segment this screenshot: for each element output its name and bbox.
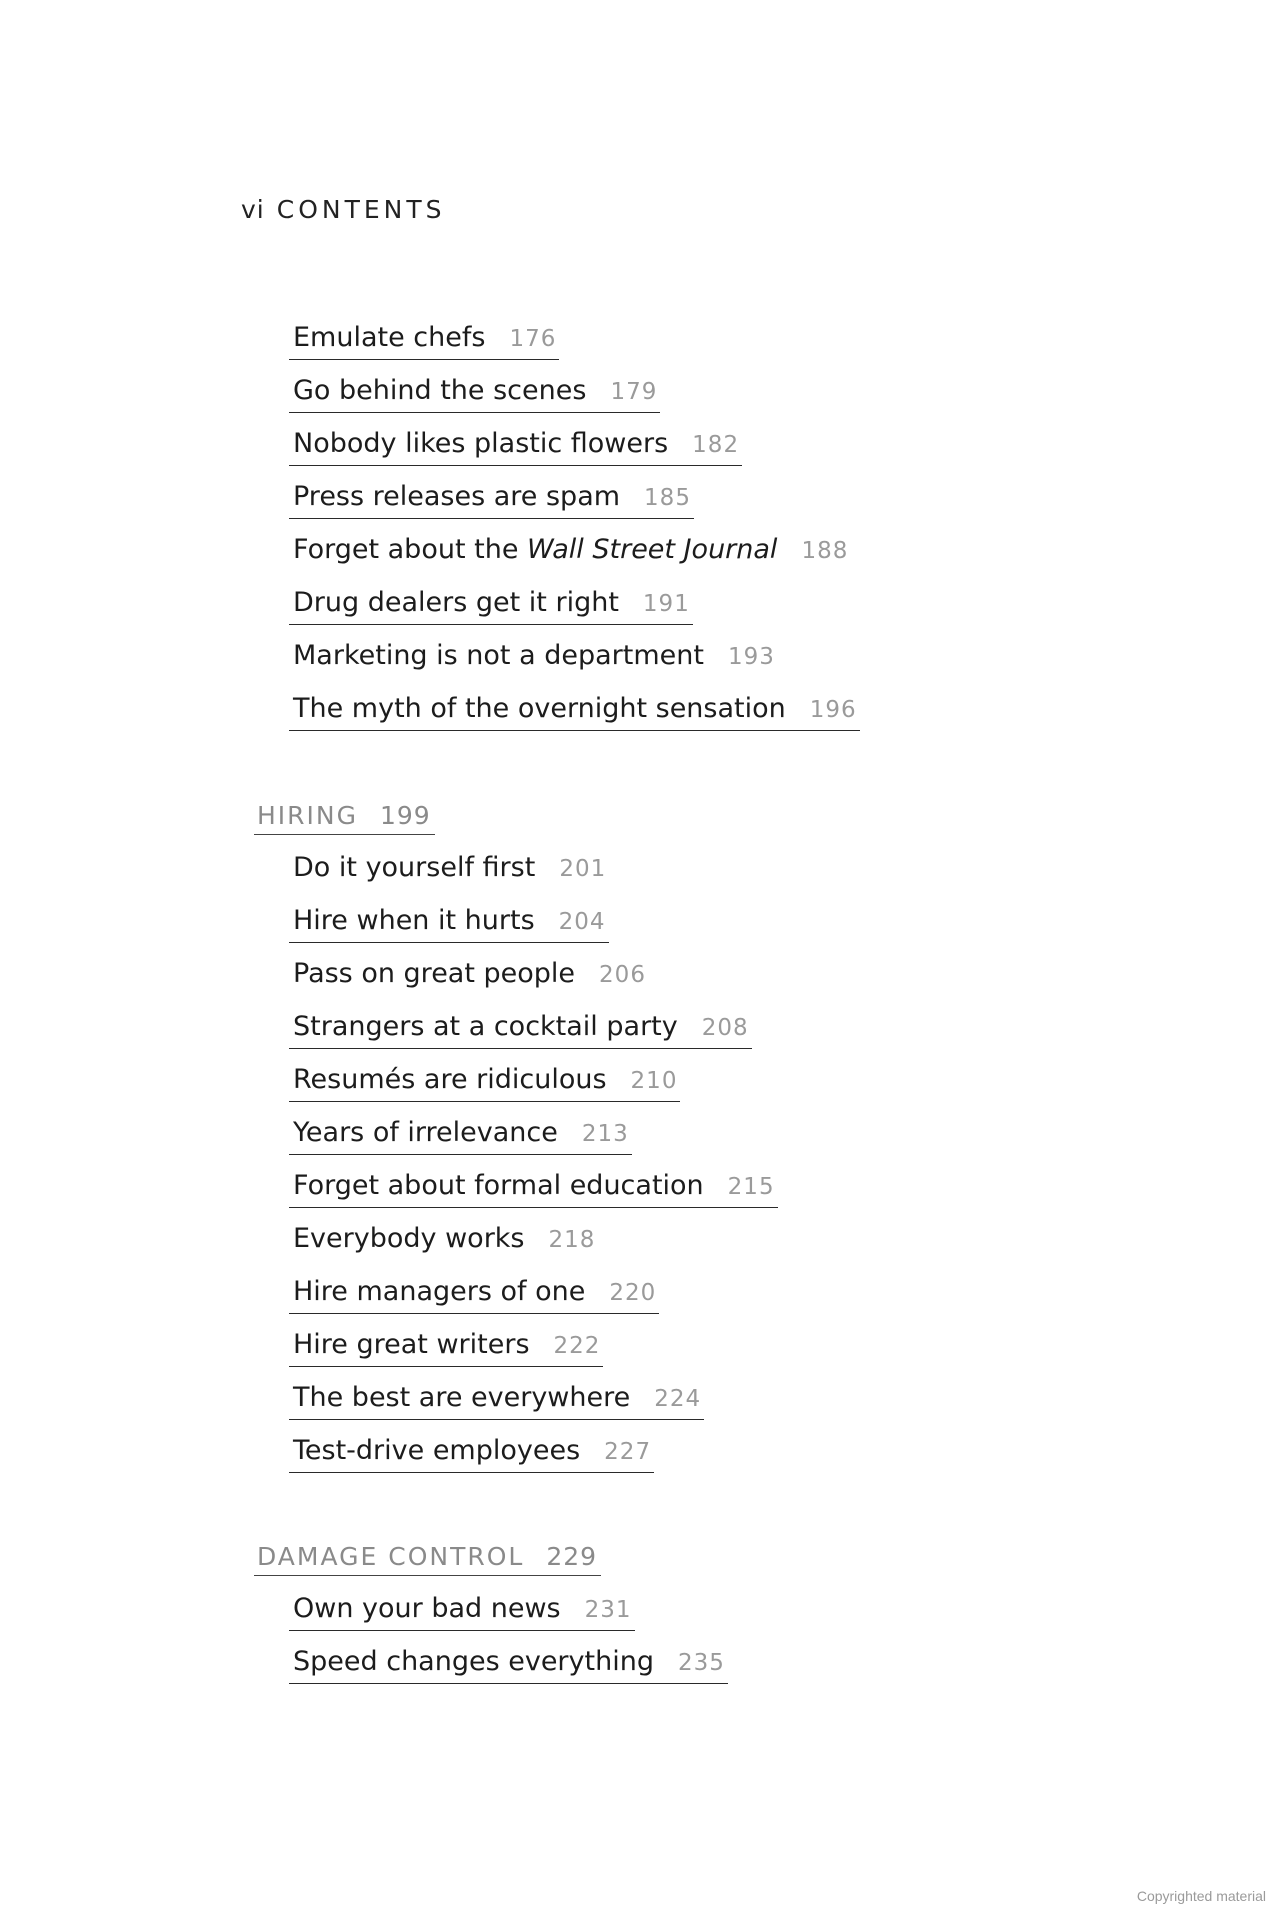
toc-entry-page: 222 [553,1333,601,1359]
toc-entry-nobody-likes-plastic-flowers[interactable] [289,427,742,466]
toc-entry-title: Emulate chefs [293,322,486,353]
toc-entry-page: 235 [677,1650,725,1676]
toc-entry-own-your-bad-news[interactable] [289,1592,635,1631]
toc-entry-myth-of-overnight-sensation[interactable] [289,692,860,731]
toc-entry-page: 218 [548,1227,596,1253]
toc-entry-page: 201 [559,856,607,882]
toc-entry-pass-on-great-people [289,957,649,996]
toc-entry-resumes-are-ridiculous[interactable] [289,1063,680,1102]
toc-entry-title [293,534,777,565]
toc-entry-title-prefix: Forget about the [293,534,528,565]
toc-entry-do-it-yourself-first [289,851,609,890]
toc-entry-page: 224 [654,1386,702,1412]
section-damage-control[interactable] [254,1541,601,1576]
toc-entry-drug-dealers-get-it-right[interactable] [289,586,693,625]
toc-entry-marketing-is-not-a-department [289,639,778,678]
toc-entry-title: The myth of the overnight sensation [293,693,786,724]
section-label: DAMAGE CONTROL [257,1542,525,1571]
copyright-watermark: Copyrighted material [1136,1888,1266,1904]
toc-entry-title: Marketing is not a department [293,640,704,671]
toc-entry-title-italic: Wall Street Journal [527,534,778,565]
toc-entry-emulate-chefs[interactable] [289,321,559,360]
toc-entry-title: Forget about formal education [293,1170,704,1201]
toc-entry-page: 220 [609,1280,657,1306]
toc-entry-press-releases-are-spam[interactable] [289,480,694,519]
toc-entry-title: The best are everywhere [293,1382,631,1413]
toc-entry-title: Resumés are ridiculous [293,1064,607,1095]
section-page: 229 [546,1542,598,1571]
toc-entry-page: 206 [599,962,646,988]
toc-entry-page: 204 [558,909,606,935]
toc-entry-hire-managers-of-one[interactable] [289,1275,659,1314]
toc-entry-hire-great-writers[interactable] [289,1328,603,1367]
toc-entry-test-drive-employees[interactable] [289,1434,654,1473]
toc-entry-page: 227 [604,1439,652,1465]
page-folio: vi [241,195,265,224]
toc-entry-page: 210 [630,1068,678,1094]
toc-entry-title: Own your bad news [293,1593,561,1624]
toc-entry-page: 213 [581,1121,629,1147]
toc-entry-page: 215 [727,1174,775,1200]
toc-entry-years-of-irrelevance[interactable] [289,1116,632,1155]
toc-entry-title: Drug dealers get it right [293,587,619,618]
toc-entry-title: Pass on great people [293,958,576,989]
toc-entry-title: Speed changes everything [293,1646,654,1677]
toc-entry-page: 185 [644,485,691,511]
toc-entry-title: Go behind the scenes [293,375,587,406]
toc-entry-page: 182 [692,432,740,458]
header-title: CONTENTS [276,195,446,224]
toc-entry-title: Press releases are spam [293,481,621,512]
toc-entry-everybody-works [289,1222,598,1261]
toc-entry-title: Everybody works [293,1223,525,1254]
toc-entry-forget-about-formal-education[interactable] [289,1169,778,1208]
toc-entry-hire-when-it-hurts[interactable] [289,904,609,943]
toc-entry-title: Test-drive employees [293,1435,581,1466]
toc-entry-title: Hire great writers [293,1329,530,1360]
toc-entry-page: 191 [642,591,690,617]
toc-entry-title: Hire when it hurts [293,905,535,936]
toc-entry-forget-about-wsj [289,533,851,572]
toc-entry-title: Strangers at a cocktail party [293,1011,678,1042]
toc-entry-title: Nobody likes plastic flowers [293,428,669,459]
toc-entry-go-behind-the-scenes[interactable] [289,374,660,413]
toc-entry-title: Hire managers of one [293,1276,586,1307]
toc-entry-title: Do it yourself first [293,852,536,883]
toc-entry-speed-changes-everything[interactable] [289,1645,728,1684]
section-page: 199 [380,801,431,830]
toc-entry-page: 188 [801,538,849,564]
toc-entry-page: 176 [509,326,557,352]
toc-entry-strangers-at-a-cocktail-party[interactable] [289,1010,752,1049]
toc-entry-page: 196 [809,697,857,723]
toc-entry-page: 193 [727,644,775,670]
toc-entry-the-best-are-everywhere[interactable] [289,1381,704,1420]
toc-entry-title: Years of irrelevance [293,1117,558,1148]
toc-entry-page: 231 [584,1597,632,1623]
section-label: HIRING [257,801,358,830]
toc-entry-page: 208 [701,1015,749,1041]
toc-entry-page: 179 [610,379,658,405]
section-hiring[interactable] [254,800,435,835]
